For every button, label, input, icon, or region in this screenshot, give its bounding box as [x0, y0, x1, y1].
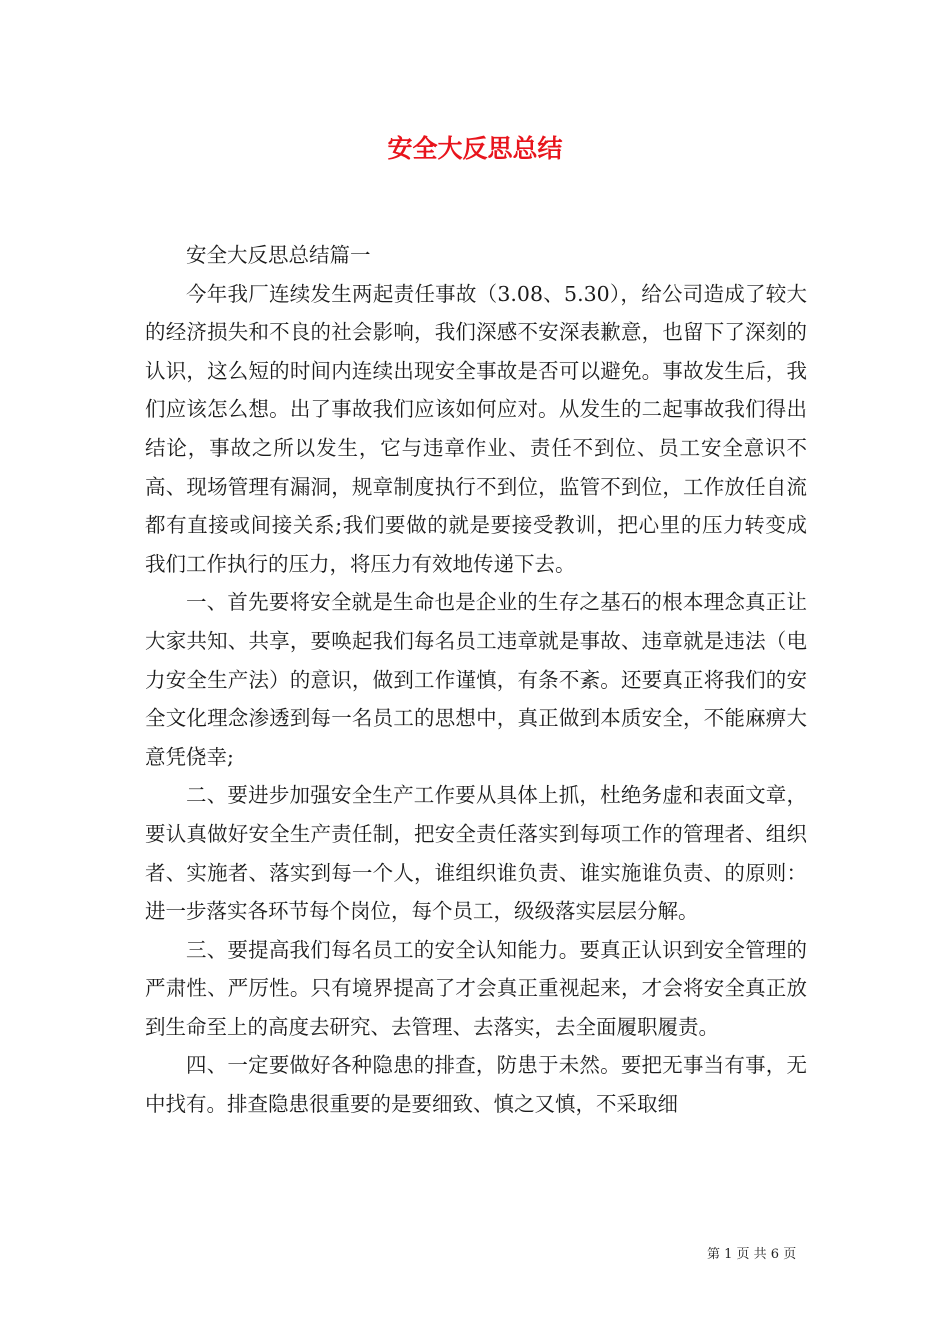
- paragraph-point-2: 二、要进步加强安全生产工作要从具体上抓，杜绝务虚和表面文章，要认真做好安全生产责任制，把安全责任落实到每项工作的管理者、组织者、实施者、落实到每一个人，谁组织谁负责、谁实施谁负责、的原则：进一步落实各环节每个岗位，每个员工，级级落实层层分解。: [145, 783, 807, 924]
- page-number: 第 1 页 共 6 页: [707, 1247, 797, 1262]
- paragraph-point-1: 一、首先要将安全就是生命也是企业的生存之基石的根本理念真正让大家共知、共享，要唤起我们每名员工违章就是事故、违章就是违法（电力安全生产法）的意识，做到工作谨慎，有条不紊。还要真正将我们的安全文化理念渗透到每一名员工的思想中，真正做到本质安全，不能麻痹大意凭侥幸;: [145, 590, 807, 769]
- section-heading: 安全大反思总结篇一: [186, 243, 371, 267]
- paragraph-point-4: 四、一定要做好各种隐患的排查，防患于未然。要把无事当有事，无中找有。排查隐患很重要的是要细致、慎之又慎，不采取细: [145, 1053, 807, 1117]
- paragraph-point-3: 三、要提高我们每名员工的安全认知能力。要真正认识到安全管理的严肃性、严厉性。只有境界提高了才会真正重视起来，才会将安全真正放到生命至上的高度去研究、去管理、去落实，去全面履职履责。: [145, 937, 807, 1039]
- document-title: 安全大反思总结: [387, 134, 563, 163]
- paragraph-intro: 今年我厂连续发生两起责任事故（3.08、5.30），给公司造成了较大的经济损失和不良的社会影响，我们深感不安深表歉意，也留下了深刻的认识，这么短的时间内连续出现安全事故是否可以避免。事故发生后，我们应该怎么想。出了事故我们应该如何应对。从发生的二起事故我们得出结论，事故之所以发生，它与违章作业、责任不到位、员工安全意识不高、现场管理有漏洞，规章制度执行不到位，监管不到位，工作放任自流都有直接或间接关系;我们要做的就是要接受教训，把心里的压力转变成我们工作执行的压力，将压力有效地传递下去。: [145, 281, 807, 576]
- document-body: [145, 236, 807, 1124]
